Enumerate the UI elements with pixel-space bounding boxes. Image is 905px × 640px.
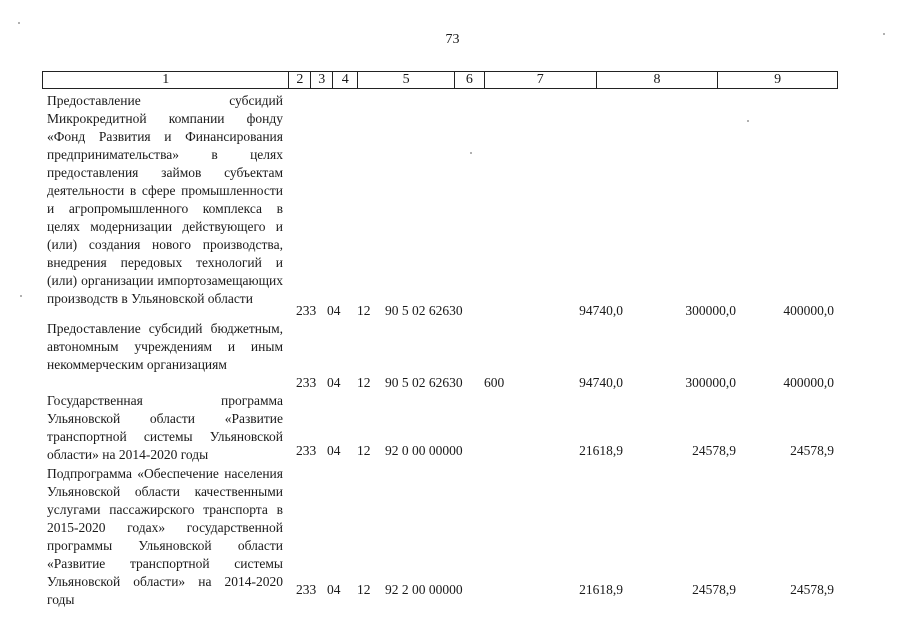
header-col-3: 3: [311, 72, 333, 88]
header-col-5: 5: [358, 72, 455, 88]
row-description: Предоставление субсидий бюджетным, автономным учреждениям и иным некоммерческим организациям: [47, 321, 283, 372]
row-grbs: 233: [296, 303, 317, 318]
header-col-1: 1: [43, 72, 289, 88]
row-amount-col7: 21618,9: [579, 443, 623, 458]
row-expense-type: 600: [484, 375, 505, 390]
page-number: 73: [445, 32, 460, 47]
scan-speck: [883, 33, 885, 35]
row-amount-col7: 94740,0: [579, 375, 623, 390]
row-amount-col9: 24578,9: [790, 582, 834, 597]
header-col-7: 7: [485, 72, 597, 88]
header-col-9: 9: [774, 72, 782, 87]
row-subsection: 12: [357, 303, 371, 318]
row-target-article: 92 0 00 00000: [385, 443, 463, 458]
row-subsection: 12: [357, 443, 371, 458]
row-target-article: 92 2 00 00000: [385, 582, 463, 597]
row-target-article: 90 5 02 62630: [385, 375, 463, 390]
row-grbs: 233: [296, 375, 317, 390]
row-subsection: 12: [357, 582, 371, 597]
row-description: Государственная программа Ульяновской области «Развитие транспортной системы Ульяновской области» на 2014-2020 годы: [47, 393, 283, 462]
row-amount-col8: 300000,0: [685, 375, 736, 390]
row-target-article: 90 5 02 62630: [385, 303, 463, 318]
row-section: 04: [327, 375, 341, 390]
row-description: Предоставление субсидий Микрокредитной компании фонду «Фонд Развития и Финансирования предпринимательства» в целях предоставления займов субъектам деятельности в сфере промышленности и агропромышленного комплекса в целях модернизации действующего и (или) создания нового производства, внедрения передовых технологий и (или) организации импортозамещающих производств в Ульяновской области: [47, 93, 283, 306]
row-amount-col8: 300000,0: [685, 303, 736, 318]
header-col-8: 8: [597, 72, 719, 88]
row-grbs: 233: [296, 443, 317, 458]
header-col-2: 2: [289, 72, 311, 88]
row-grbs: 233: [296, 582, 317, 597]
scan-speck: [20, 295, 22, 297]
row-section: 04: [327, 582, 341, 597]
row-section: 04: [327, 303, 341, 318]
row-amount-col9: 400000,0: [783, 375, 834, 390]
row-amount-col7: 21618,9: [579, 582, 623, 597]
scan-speck: [747, 120, 749, 122]
row-subsection: 12: [357, 375, 371, 390]
row-amount-col7: 94740,0: [579, 303, 623, 318]
header-col-6: 6: [455, 72, 485, 88]
table-header: [42, 71, 838, 89]
header-col-4: 4: [333, 72, 358, 88]
scan-speck: [470, 152, 472, 154]
scan-speck: [18, 22, 20, 24]
row-amount-col8: 24578,9: [692, 443, 736, 458]
row-amount-col9: 24578,9: [790, 443, 834, 458]
row-amount-col9: 400000,0: [783, 303, 834, 318]
row-section: 04: [327, 443, 341, 458]
row-amount-col8: 24578,9: [692, 582, 736, 597]
row-description: Подпрограмма «Обеспечение населения Ульяновской области качественными услугами пассажирского транспорта в 2015-2020 годах» государственной программы Ульяновской области «Развитие транспортной системы Ульяновской области» на 2014-2020 годы: [47, 466, 283, 607]
